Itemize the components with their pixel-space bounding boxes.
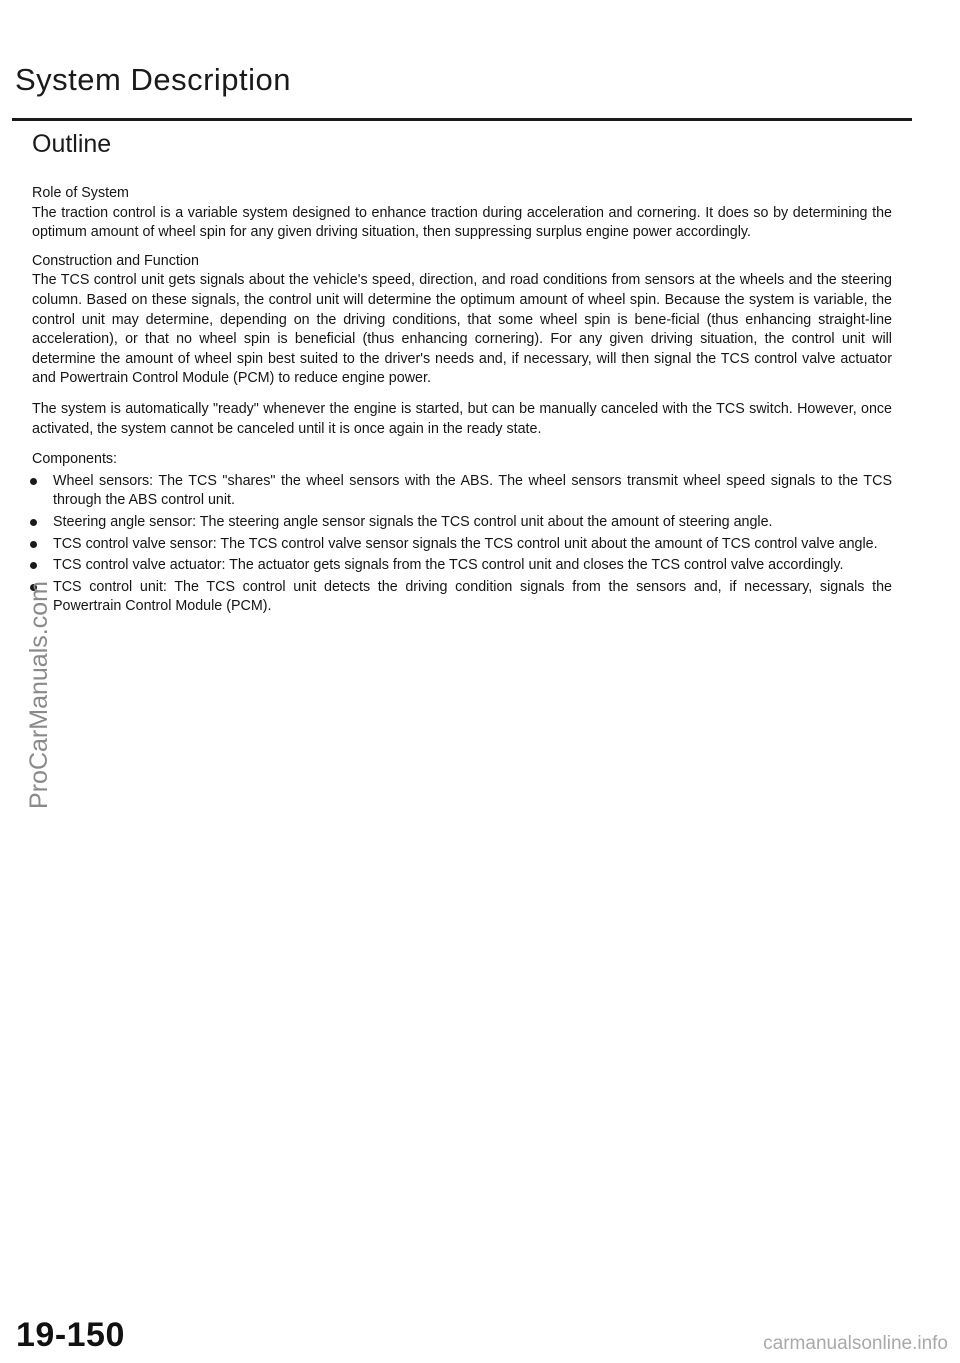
list-item [32,513,892,533]
construction-paragraph: The TCS control unit gets signals about the vehicle's speed, direction, and road conditions from sensors at the wheels and the steering column. Based on these signals, the control unit will determine the optimum amount of wheel spin. Because the system is variable, the control unit may determine, depending on the driving conditions, that some wheel spin is bene-ficial (thus enhancing straight-line acceleration), or that no wheel spin is beneficial (thus enhancing cornering). For any given driving situation, the control unit will determine the amount of wheel spin best suited to the driver's needs and, if necessary, will then signal the TCS control valve actuator and Powertrain Control Module (PCM) to reduce engine power. [32,272,892,387]
role-heading: Role of System [32,185,129,201]
role-paragraph: The traction control is a variable system designed to enhance traction during acceleration and cornering. It does so by determining the optimum amount of wheel spin for any given driving situation, then suppressing surplus engine power accordingly. [32,204,892,241]
document-body [32,184,892,619]
title-rule [12,118,912,121]
page-title: System Description [15,62,292,97]
footer-site-link[interactable]: carmanualsonline.info [763,1333,948,1354]
list-item-text: TCS control unit: The TCS control unit detects the driving condition signals from the sensors and, if necessary, signals the Powertrain Control Module (PCM). [53,578,892,615]
page-number: 19-150 [16,1316,125,1354]
list-item [32,578,892,617]
components-heading: Components: [32,451,118,468]
section-heading: Outline [32,130,112,158]
watermark: ProCarManuals.com [25,581,53,809]
ready-state-paragraph: The system is automatically "ready" whenever the engine is started, but can be manually canceled with the TCS switch. However, once activated, the system cannot be canceled until it is once again in the ready state. [32,400,892,437]
construction-heading: Construction and Function [32,252,199,269]
list-item-text: Steering angle sensor: The steering angle sensor signals the TCS control unit about the amount of steering angle. [53,513,773,530]
list-item-text: Wheel sensors: The TCS "shares" the wheel sensors with the ABS. The wheel sensors transmit wheel speed signals to the TCS through the ABS control unit. [53,472,892,509]
components-list [32,472,892,617]
bullet-icon [30,478,37,485]
list-item-text: TCS control valve sensor: The TCS control valve sensor signals the TCS control unit about the amount of TCS control valve angle. [53,535,878,552]
list-item [32,535,892,555]
list-item [32,556,892,576]
list-item [32,472,892,511]
list-item-text: TCS control valve actuator: The actuator gets signals from the TCS control unit and closes the TCS control valve accordingly. [53,557,844,574]
